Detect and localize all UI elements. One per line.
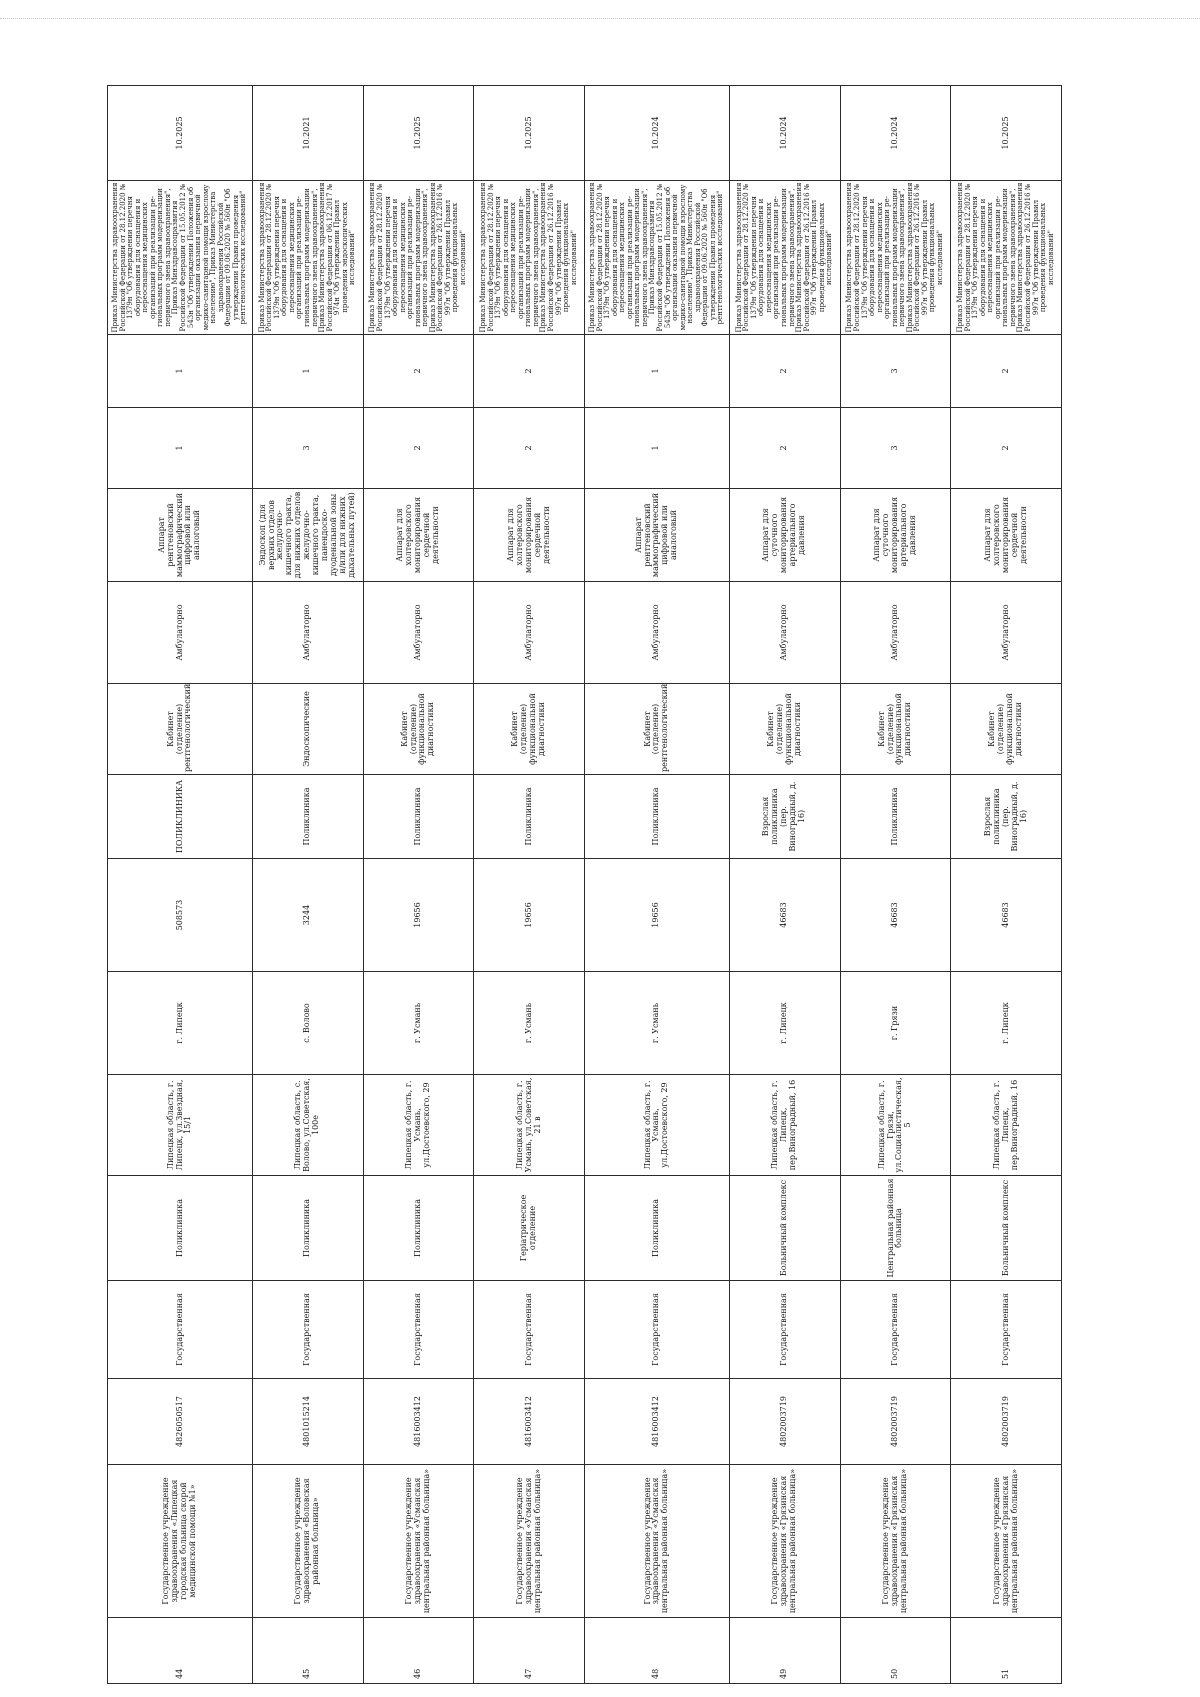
population: 19656 [474, 859, 585, 972]
structural-unit: Больничный комплекс [729, 1176, 840, 1281]
organization-name: Государственное учреждение здравоохранения «Грязинская центральная районная больница» [840, 1465, 951, 1618]
row-number: 51 [951, 1618, 1062, 1684]
unit-address: Липецкая область, г. Липецк, пер.Виноградный, 16 [951, 1075, 1062, 1176]
table-row [951, 86, 1062, 1684]
care-type: Амбулаторно [363, 582, 474, 684]
quantity-planned: 2 [729, 335, 840, 408]
delivery-date: 10.2024 [584, 86, 729, 181]
cabinet: Кабинет (отделение) функциональной диагностики [363, 684, 474, 775]
ownership-form: Государственная [474, 1281, 585, 1379]
quantity-planned: 3 [840, 335, 951, 408]
division: Взрослая поликлиника (пер. Виноградный, д. 16) [951, 775, 1062, 859]
equipment-table [107, 85, 1062, 1684]
quantity-planned: 1 [584, 335, 729, 408]
delivery-date: 10.2024 [840, 86, 951, 181]
quantity-required: 2 [729, 408, 840, 489]
delivery-date: 10.2025 [363, 86, 474, 181]
row-number: 45 [252, 1618, 363, 1684]
quantity-planned: 2 [474, 335, 585, 408]
ownership-form: Государственная [252, 1281, 363, 1379]
equipment-name: Аппарат рентгеновский маммографический цифровой или аналоговый [108, 489, 253, 582]
organization-name: Государственное учреждение здравоохранения «Воловская районная больница» [252, 1465, 363, 1618]
quantity-required: 2 [363, 408, 474, 489]
ownership-form: Государственная [729, 1281, 840, 1379]
inn-code: 4802003719 [840, 1379, 951, 1465]
row-number: 49 [729, 1618, 840, 1684]
locality: г. Усмань [363, 972, 474, 1075]
row-number: 47 [474, 1618, 585, 1684]
structural-unit: Поликлиника [584, 1176, 729, 1281]
row-number: 48 [584, 1618, 729, 1684]
equipment-name: Аппарат для холтеровского мониторирования сердечной деятельности [363, 489, 474, 582]
cabinet: Кабинет (отделение) функциональной диагностики [729, 684, 840, 775]
inn-code: 4801015214 [252, 1379, 363, 1465]
delivery-date: 10.2021 [252, 86, 363, 181]
structural-unit: Поликлиника [252, 1176, 363, 1281]
structural-unit: Поликлиника [108, 1176, 253, 1281]
inn-code: 4802003719 [951, 1379, 1062, 1465]
cabinet: Кабинет (отделение) рентгенологический [108, 684, 253, 775]
unit-address: Липецкая область, г. Липецк, ул.Звездная, 15/1 [108, 1075, 253, 1176]
delivery-date: 10.2025 [951, 86, 1062, 181]
quantity-required: 1 [584, 408, 729, 489]
structural-unit: Герiатрическое отделение [474, 1176, 585, 1281]
quantity-required: 3 [252, 408, 363, 489]
quantity-planned: 2 [363, 335, 474, 408]
cabinet: Кабинет (отделение) функциональной диагностики [840, 684, 951, 775]
row-number: 46 [363, 1618, 474, 1684]
division: Поликлиника [474, 775, 585, 859]
care-type: Амбулаторно [474, 582, 585, 684]
unit-address: Липецкая область, г. Грязи, ул.Социалистическая, 5 [840, 1075, 951, 1176]
population: 46683 [729, 859, 840, 972]
organization-name: Государственное учреждение здравоохранения «Грязинская центральная районная больница» [729, 1465, 840, 1618]
inn-code: 4826050517 [108, 1379, 253, 1465]
locality: с. Волово [252, 972, 363, 1075]
population: 3244 [252, 859, 363, 972]
locality: г. Липецк [951, 972, 1062, 1075]
unit-address: Липецкая область, г. Липецк, пер.Виноградный, 16 [729, 1075, 840, 1176]
cabinet: Кабинет (отделение) функциональной диагностики [951, 684, 1062, 775]
inn-code: 4816003412 [474, 1379, 585, 1465]
population: 19656 [363, 859, 474, 972]
division: Поликлиника [363, 775, 474, 859]
care-type: Амбулаторно [584, 582, 729, 684]
legal-basis: Приказ Министерства здравоохранения Российской Федерации от 28.12.2020 № 1379н "Об утверждении перечня оборудования для оснащения и переоснащения медицинских организаций при реализации ре-гиональных программ модернизации первичного звена здравоохранения", Приказ Министерства здравоохранения Российской Федерации от 26.12.2016 № 997н "Об утверждении Правил проведения функциональных исследований" [840, 181, 951, 335]
unit-address: Липецкая область, г. Усмань, ул.Достоевского, 29 [584, 1075, 729, 1176]
legal-basis: Приказ Министерства здравоохранения Российской Федерации от 28.12.2020 № 1379н "Об утверждении перечня оборудования для оснащения и переоснащения медицинских организаций при реализации ре-гиональных программ модернизации первичного звена здравоохранения", Приказ Министерства здравоохранения Российской Федерации от 06.12.2017 № 974н "Об утверждении Правил проведения эндоскопических исследований" [252, 181, 363, 335]
care-type: Амбулаторно [108, 582, 253, 684]
inn-code: 4816003412 [584, 1379, 729, 1465]
quantity-required: 2 [474, 408, 585, 489]
equipment-name: Эндоскоп (для верхних отделов желудочно-кишечного тракта, для нижних отделов желудочно-кишечного тракта, панендоско-дуоденальной зоны и/или для нижних дыхательных путей) [252, 489, 363, 582]
page-top-rule [0, 18, 1200, 19]
delivery-date: 10.2024 [729, 86, 840, 181]
care-type: Амбулаторно [840, 582, 951, 684]
ownership-form: Государственная [108, 1281, 253, 1379]
table-row [108, 86, 253, 1684]
row-number: 44 [108, 1618, 253, 1684]
legal-basis: Приказ Министерства здравоохранения Российской Федерации от 28.12.2020 № 1379н "Об утверждении перечня оборудования для оснащения и переоснащения медицинских организаций при реализации ре-гиональных программ модернизации первичного звена здравоохранения", Приказ Министерства здравоохранения Российской Федерации от 26.12.2016 № 997н "Об утверждении Правил проведения функциональных исследований" [729, 181, 840, 335]
structural-unit: Центральная районная больница [840, 1176, 951, 1281]
quantity-required: 2 [951, 408, 1062, 489]
ownership-form: Государственная [363, 1281, 474, 1379]
cabinet: Кабинет (отделение) функциональной диагностики [474, 684, 585, 775]
organization-name: Государственное учреждение здравоохранения «Грязинская центральная районная больница» [951, 1465, 1062, 1618]
organization-name: Государственное учреждение здравоохранения «Усманская центральная районная больница» [584, 1465, 729, 1618]
quantity-planned: 1 [252, 335, 363, 408]
legal-basis: Приказ Министерства здравоохранения Российской Федерации от 28.12.2020 № 1379н "Об утверждении перечня оборудования для оснащения и переоснащения медицинских организаций при реализации ре-гиональных программ модернизации первичного звена здравоохранения", Приказ Министерства здравоохранения Российской Федерации от 26.12.2016 № 997н "Об утверждении Правил проведения функциональных исследований" [951, 181, 1062, 335]
equipment-name: Аппарат для холтеровского мониторирования сердечной деятельности [474, 489, 585, 582]
cabinet: Кабинет (отделение) рентгенологический [584, 684, 729, 775]
ownership-form: Государственная [951, 1281, 1062, 1379]
equipment-name: Аппарат для суточного мониторирования артериального давления [729, 489, 840, 582]
table-row [363, 86, 474, 1684]
population: 508573 [108, 859, 253, 972]
legal-basis: Приказ Министерства здравоохранения Российской Федерации от 28.12.2020 № 1379н "Об утверждении перечня оборудования для оснащения и переоснащения медицинских организаций при реализации ре-гиональных программ модернизации первичного звена здравоохранения", Приказ Министерства здравоохранения Российской Федерации от 26.12.2016 № 997н "Об утверждении Правил проведения функциональных исследований" [363, 181, 474, 335]
table-row [729, 86, 840, 1684]
division: Поликлиника [840, 775, 951, 859]
delivery-date: 10.2025 [474, 86, 585, 181]
quantity-planned: 1 [108, 335, 253, 408]
locality: г. Липецк [108, 972, 253, 1075]
division: Поликлиника [584, 775, 729, 859]
division: Взрослая поликлиника (пер. Виноградный, д. 16) [729, 775, 840, 859]
division: ПОЛИКЛИНИКА [108, 775, 253, 859]
locality: г. Грязи [840, 972, 951, 1075]
quantity-required: 3 [840, 408, 951, 489]
unit-address: Липецкая область, с. Волово, ул.Советская, 100е [252, 1075, 363, 1176]
quantity-required: 1 [108, 408, 253, 489]
equipment-name: Аппарат рентгеновский маммографический цифровой или аналоговый [584, 489, 729, 582]
organization-name: Государственное учреждение здравоохранения «Липецкая городская больница скорой медицинской помощи №1» [108, 1465, 253, 1618]
unit-address: Липецкая область, г. Усмань, ул.Советская, 21 в [474, 1075, 585, 1176]
division: Поликлиника [252, 775, 363, 859]
row-number: 50 [840, 1618, 951, 1684]
structural-unit: Поликлиника [363, 1176, 474, 1281]
equipment-name: Аппарат для холтеровского мониторирования сердечной деятельности [951, 489, 1062, 582]
inn-code: 4802003719 [729, 1379, 840, 1465]
population: 46683 [840, 859, 951, 972]
table-row [252, 86, 363, 1684]
table-row [840, 86, 951, 1684]
care-type: Амбулаторно [252, 582, 363, 684]
rotated-table-container [107, 86, 1062, 1684]
table-row [474, 86, 585, 1684]
legal-basis: Приказ Министерства здравоохранения Российской Федерации от 28.12.2020 № 1379н "Об утверждении перечня оборудования для оснащения и переоснащения медицинских организаций при реализации ре-гиональных программ модернизации первичного звена здравоохранения", Приказ Минздравсоцразвития Российской Федерации от 15.05.2012 № 543н "Об утверждении Положения об организации оказания первичной медико-санитарной помощи взрослому населению", Приказ Министерства здравоохранения Российской Федерации от 09.06.2020 № 560н "Об утверждении Правил проведения рентгенологических исследований" [108, 181, 253, 335]
legal-basis: Приказ Министерства здравоохранения Российской Федерации от 28.12.2020 № 1379н "Об утверждении перечня оборудования для оснащения и переоснащения медицинских организаций при реализации ре-гиональных программ модернизации первичного звена здравоохранения", Приказ Министерства здравоохранения Российской Федерации от 26.12.2016 № 997н "Об утверждении Правил проведения функциональных исследований" [474, 181, 585, 335]
care-type: Амбулаторно [729, 582, 840, 684]
ownership-form: Государственная [840, 1281, 951, 1379]
locality: г. Усмань [584, 972, 729, 1075]
population: 46683 [951, 859, 1062, 972]
locality: г. Липецк [729, 972, 840, 1075]
table-row [584, 86, 729, 1684]
quantity-planned: 2 [951, 335, 1062, 408]
care-type: Амбулаторно [951, 582, 1062, 684]
locality: г. Усмань [474, 972, 585, 1075]
organization-name: Государственное учреждение здравоохранения «Усманская центральная районная больница» [474, 1465, 585, 1618]
delivery-date: 10.2025 [108, 86, 253, 181]
equipment-name: Аппарат для суточного мониторирования артериального давления [840, 489, 951, 582]
unit-address: Липецкая область, г. Усмань, ул.Достоевского, 29 [363, 1075, 474, 1176]
ownership-form: Государственная [584, 1281, 729, 1379]
population: 19656 [584, 859, 729, 972]
structural-unit: Больничный комплекс [951, 1176, 1062, 1281]
inn-code: 4816003412 [363, 1379, 474, 1465]
cabinet: Эндоскопические [252, 684, 363, 775]
legal-basis: Приказ Министерства здравоохранения Российской Федерации от 28.12.2020 № 1379н "Об утверждении перечня оборудования для оснащения и переоснащения медицинских организаций при реализации ре-гиональных программ модернизации первичного звена здравоохранения", Приказ Минздравсоцразвития Российской Федерации от 15.05.2012 № 543н "Об утверждении Положения об организации оказания первичной медико-санитарной помощи взрослому населению", Приказ Министерства здравоохранения Российской Федерации от 09.06.2020 № 560н "Об утверждении Правил проведения рентгенологических исследований" [584, 181, 729, 335]
organization-name: Государственное учреждение здравоохранения «Усманская центральная районная больница» [363, 1465, 474, 1618]
